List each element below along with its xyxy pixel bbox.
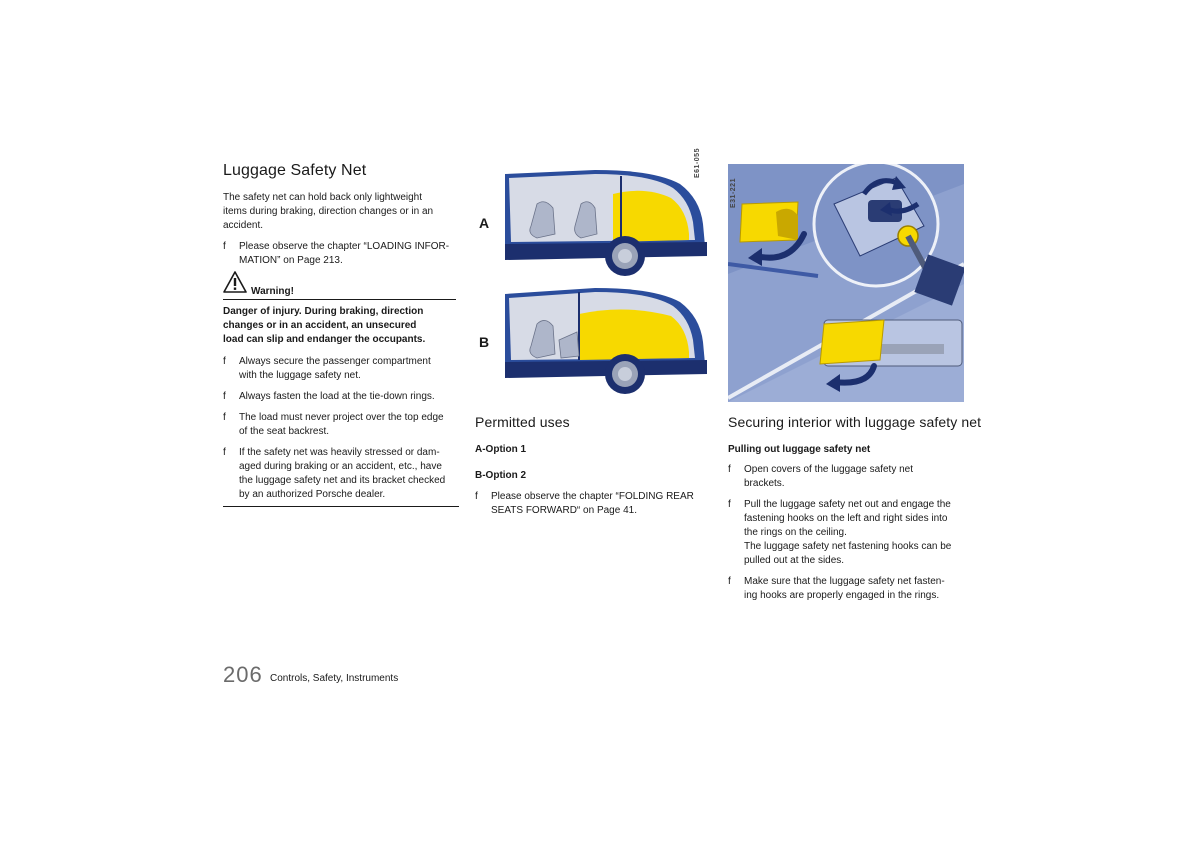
list-item	[223, 390, 463, 404]
bullet-marker: f	[475, 491, 478, 502]
bullet-marker: f	[223, 412, 226, 423]
list-item-line: The load must never project over the top edge	[239, 412, 444, 423]
list-item-line: Please observe the chapter “LOADING INFOR-	[239, 241, 450, 252]
bracket-figure	[728, 164, 964, 402]
warning-line: changes or in an accident, an unsecured	[223, 320, 417, 331]
list-item-line: Always secure the passenger compartment	[239, 356, 431, 367]
list-item-line: Pull the luggage safety net out and engage the	[744, 499, 951, 510]
list-item-line: aged during braking or an accident, etc., have	[239, 461, 442, 472]
list-item-line: the luggage safety net and its bracket checked	[239, 475, 446, 486]
list-item-line: The luggage safety net fastening hooks can be	[744, 541, 952, 552]
page-title: Luggage Safety Net	[223, 162, 367, 179]
list-item-line: SEATS FORWARD“ on Page 41.	[491, 505, 637, 516]
intro-line: The safety net can hold back only lightweight	[223, 192, 423, 203]
list-item	[475, 490, 711, 518]
list-item-line: pulled out at the sides.	[744, 555, 845, 566]
warning-label: Warning!	[251, 286, 294, 297]
list-item	[223, 411, 463, 439]
list-item-line: Open covers of the luggage safety net	[744, 464, 913, 475]
warning-bullets	[223, 355, 463, 509]
option-2-heading: B-Option 2	[475, 470, 527, 481]
warning-header	[223, 276, 294, 298]
section-title: Permitted uses	[475, 414, 570, 430]
list-item-line: If the safety net was heavily stressed or dam-	[239, 447, 440, 458]
intro-paragraph	[223, 191, 459, 233]
list-item-line: Make sure that the luggage safety net fasten-	[744, 576, 945, 587]
bullet-marker: f	[223, 356, 226, 367]
list-item-line: fastening hooks on the left and right sides into	[744, 513, 948, 524]
warning-line: Danger of injury. During braking, direction	[223, 306, 424, 317]
warning-text	[223, 305, 463, 347]
warning-line: load can slip and endanger the occupants.	[223, 334, 426, 345]
car-option-a-illustration	[505, 170, 707, 276]
figure-label-a: A	[479, 215, 490, 231]
intro-line: accident.	[223, 220, 264, 231]
option-1-heading: A-Option 1	[475, 444, 527, 455]
figure-code: E31-221	[730, 178, 737, 208]
list-item	[223, 446, 463, 502]
option-bullets	[475, 490, 711, 525]
list-item-line: the rings on the ceiling.	[744, 527, 847, 538]
bullet-marker: f	[728, 499, 731, 510]
divider	[223, 299, 456, 300]
warning-triangle-icon	[223, 271, 247, 298]
bullet-marker: f	[223, 391, 226, 402]
car-loading-figure	[475, 164, 715, 402]
list-item	[223, 355, 463, 383]
intro-line: items during braking, direction changes or in an	[223, 206, 434, 217]
list-item	[728, 575, 968, 603]
list-item-line: by an authorized Porsche dealer.	[239, 489, 386, 500]
bullet-marker: f	[728, 464, 731, 475]
section-title: Securing interior with luggage safety net	[728, 414, 982, 430]
bullet-marker: f	[728, 576, 731, 587]
list-item	[728, 463, 968, 491]
figure-code: E61-055	[694, 148, 701, 178]
page-number: 206	[223, 662, 263, 687]
list-item-line: Please observe the chapter “FOLDING REAR	[491, 491, 694, 502]
list-item-line: with the luggage safety net.	[239, 370, 361, 381]
list-item	[728, 498, 968, 568]
divider	[223, 506, 459, 507]
note-list	[223, 240, 463, 275]
list-item-line: Always fasten the load at the tie-down rings.	[239, 391, 435, 402]
bullet-marker: f	[223, 447, 226, 458]
list-item	[223, 240, 463, 268]
list-item-line: ing hooks are properly engaged in the rings.	[744, 590, 940, 601]
procedure-bullets	[728, 463, 968, 610]
list-item-line: of the seat backrest.	[239, 426, 330, 437]
car-option-b-illustration	[505, 288, 707, 394]
section-name: Controls, Safety, Instruments	[270, 673, 399, 684]
bullet-marker: f	[223, 241, 226, 252]
list-item-line: brackets.	[744, 478, 785, 489]
subsection-heading: Pulling out luggage safety net	[728, 444, 871, 455]
list-item-line: MATION” on Page 213.	[239, 255, 343, 266]
figure-label-b: B	[479, 334, 490, 350]
